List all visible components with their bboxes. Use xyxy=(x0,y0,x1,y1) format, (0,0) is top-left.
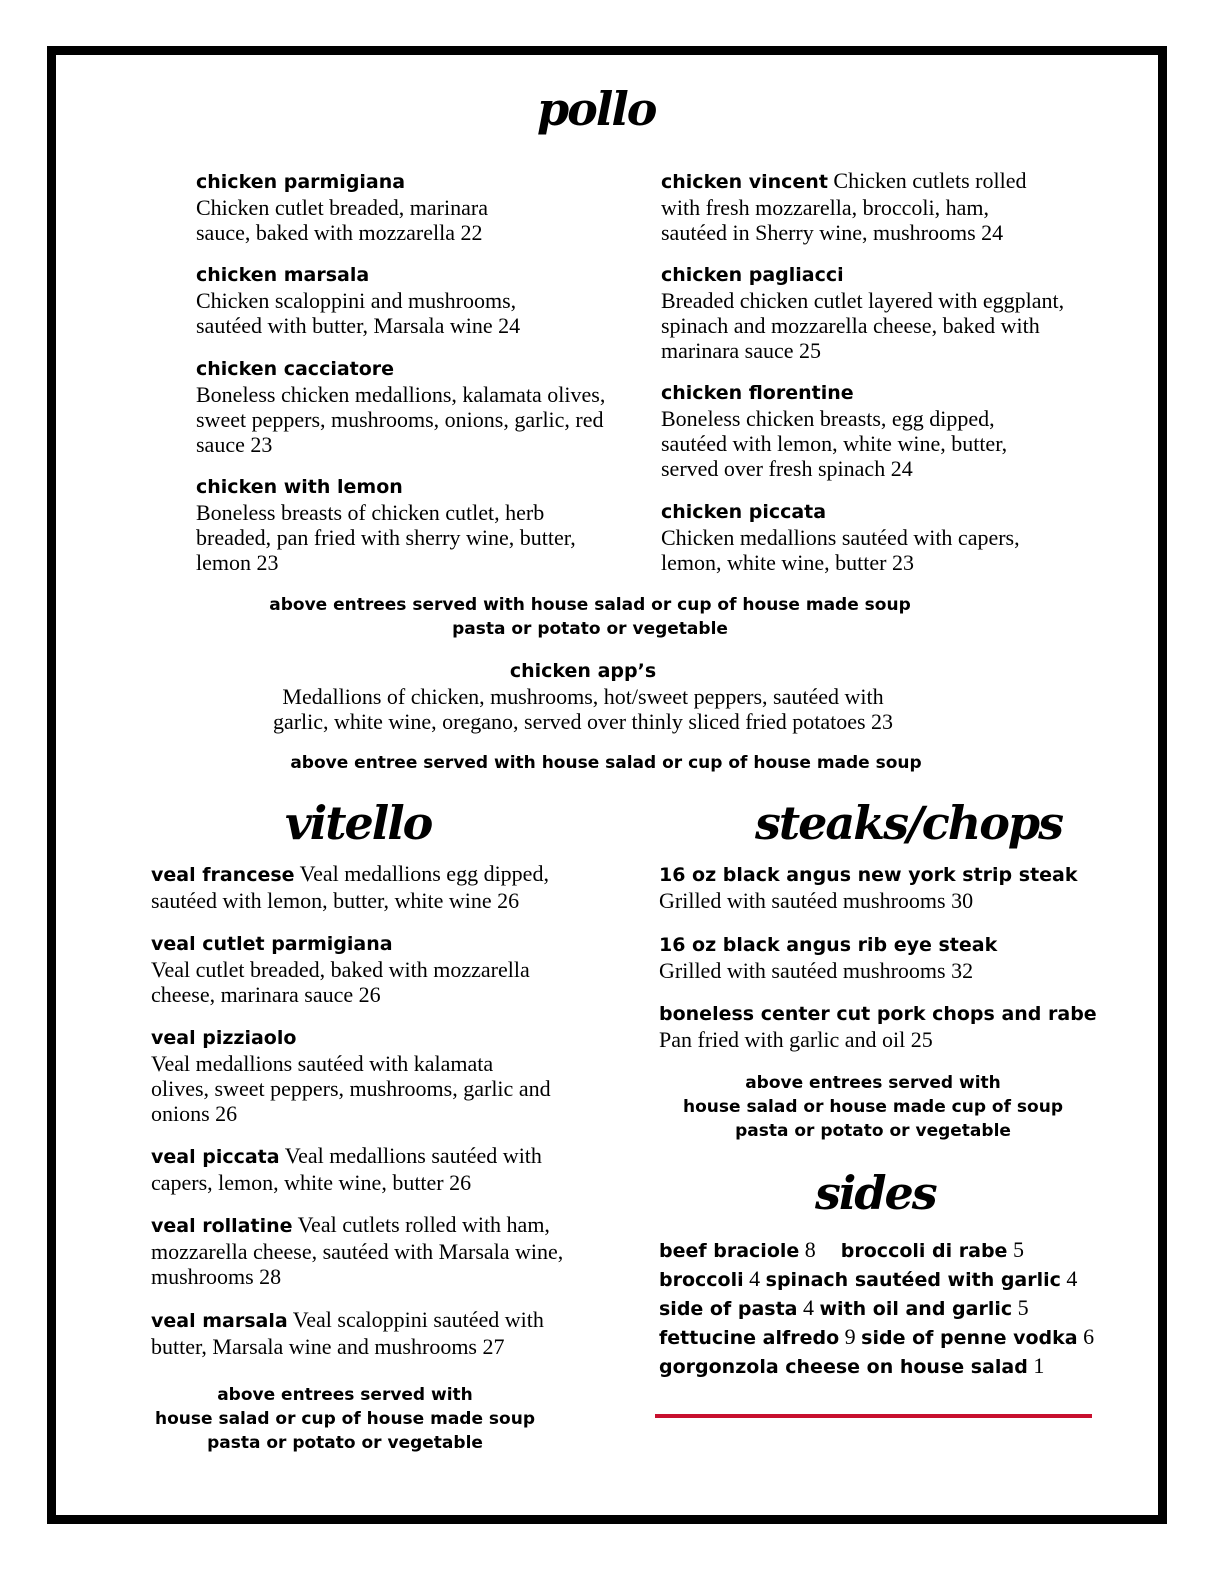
sides-row xyxy=(659,1352,1109,1381)
side-price: 8 xyxy=(804,1237,816,1262)
side-name: fettucine alfredo xyxy=(659,1327,840,1349)
note-line: above entrees served with xyxy=(217,1385,473,1405)
item-name: veal marsala xyxy=(151,1310,288,1332)
note-line: above entrees served with house salad or cup of house made soup xyxy=(269,595,911,615)
item-description: Pan fried with garlic and oil 25 xyxy=(659,1027,933,1052)
side-name: with oil and garlic xyxy=(819,1298,1013,1320)
item-description: Chicken cutlet breaded, marinara sauce, baked with mozzarella 22 xyxy=(196,195,488,245)
note-line: pasta or potato or vegetable xyxy=(735,1121,1011,1141)
side-price: 1 xyxy=(1033,1353,1045,1378)
item-name: boneless center cut pork chops and rabe xyxy=(659,1003,1097,1025)
item-description: Chicken medallions sautéed with capers, lemon, white wine, butter 23 xyxy=(661,525,1020,575)
item-description: Boneless chicken medallions, kalamata olives, sweet peppers, mushrooms, onions, garlic, red sauce 23 xyxy=(196,382,606,457)
item-name: chicken marsala xyxy=(196,264,370,286)
note-line: pasta or potato or vegetable xyxy=(207,1433,483,1453)
menu-item-veal-pizziaolo xyxy=(151,1024,581,1126)
item-name: veal francese xyxy=(151,864,295,886)
menu-item-veal-rollatine xyxy=(151,1212,581,1289)
item-name: chicken app’s xyxy=(509,660,657,682)
menu-item-chicken-piccata xyxy=(661,498,1081,575)
sides-row xyxy=(659,1294,1109,1323)
item-name: chicken cacciatore xyxy=(196,358,395,380)
side-price: 4 xyxy=(803,1295,814,1320)
side-price: 6 xyxy=(1083,1324,1095,1349)
side-name: spinach sautéed with garlic xyxy=(765,1269,1061,1291)
item-description: Breaded chicken cutlet layered with eggplant, spinach and mozzarella cheese, baked with marinara sauce 25 xyxy=(661,288,1065,363)
side-name: broccoli xyxy=(659,1269,744,1291)
menu-item-chicken-pagliacci xyxy=(661,261,1081,363)
vitello-heading: vitello xyxy=(285,796,432,850)
item-name: chicken parmigiana xyxy=(196,171,406,193)
item-description: Boneless breasts of chicken cutlet, herb breaded, pan fried with sherry wine, butter, lemon 23 xyxy=(196,500,576,575)
menu-item-chicken-apps xyxy=(200,659,966,734)
item-name: chicken florentine xyxy=(661,382,854,404)
menu-item-ny-strip-steak xyxy=(659,861,1109,913)
menu-item-chicken-marsala xyxy=(196,261,616,338)
side-price: 5 xyxy=(1012,1237,1024,1262)
side-price: 5 xyxy=(1017,1295,1029,1320)
note-line: house salad or house made cup of soup xyxy=(683,1097,1063,1117)
item-name: chicken with lemon xyxy=(196,476,403,498)
sides-heading: sides xyxy=(815,1166,936,1220)
item-name: 16 oz black angus rib eye steak xyxy=(659,934,998,956)
item-name: chicken vincent xyxy=(661,171,828,193)
steaks-entree-note xyxy=(655,1071,1091,1143)
sides-row xyxy=(659,1323,1109,1352)
vitello-entree-note xyxy=(140,1383,550,1455)
side-name: side of pasta xyxy=(659,1298,798,1320)
menu-item-veal-francese xyxy=(151,861,581,913)
note-line: pasta or potato or vegetable xyxy=(452,619,728,639)
menu-item-rib-eye-steak xyxy=(659,931,1109,983)
side-price: 9 xyxy=(844,1324,856,1349)
item-description: Veal scaloppini sautéed with butter, Marsala wine and mushrooms 27 xyxy=(151,1307,544,1359)
item-name: 16 oz black angus new york strip steak xyxy=(659,864,1078,886)
sides-row xyxy=(659,1265,1109,1294)
item-description: Veal medallions sautéed with capers, lemon, white wine, butter 26 xyxy=(151,1143,542,1195)
sides-list xyxy=(659,1236,1109,1381)
menu-item-veal-cutlet-parmigiana xyxy=(151,930,581,1007)
menu-item-chicken-vincent xyxy=(661,168,1051,245)
note-line: above entree served with house salad or cup of house made soup xyxy=(290,753,922,773)
menu-item-pork-chops-and-rabe xyxy=(659,1000,1109,1052)
menu-item-veal-piccata xyxy=(151,1143,581,1195)
steaks-chops-heading: steaks/chops xyxy=(755,796,1062,850)
chicken-apps-note xyxy=(200,751,1012,775)
item-name: veal rollatine xyxy=(151,1215,293,1237)
menu-item-veal-marsala xyxy=(151,1307,581,1359)
item-name: chicken pagliacci xyxy=(661,264,844,286)
item-description: Grilled with sautéed mushrooms 32 xyxy=(659,958,974,983)
note-line: house salad or cup of house made soup xyxy=(155,1409,535,1429)
item-description: Boneless chicken breasts, egg dipped, sautéed with lemon, white wine, butter, served over fresh spinach 24 xyxy=(661,406,1008,481)
item-description: Chicken scaloppini and mushrooms, sautéed with butter, Marsala wine 24 xyxy=(196,288,521,338)
side-price: 4 xyxy=(749,1266,761,1291)
note-line: above entrees served with xyxy=(745,1073,1001,1093)
side-name: gorgonzola cheese on house salad xyxy=(659,1356,1028,1378)
pollo-heading: pollo xyxy=(537,82,656,136)
side-name: broccoli di rabe xyxy=(840,1240,1008,1262)
item-name: veal pizziaolo xyxy=(151,1027,297,1049)
item-name: veal piccata xyxy=(151,1146,280,1168)
item-description: Grilled with sautéed mushrooms 30 xyxy=(659,888,974,913)
side-price: 4 xyxy=(1066,1266,1078,1291)
menu-item-chicken-with-lemon xyxy=(196,473,616,575)
item-description: Veal medallions sautéed with kalamata olives, sweet peppers, mushrooms, garlic and onions 26 xyxy=(151,1051,551,1126)
red-divider-rule xyxy=(655,1414,1092,1418)
sides-row xyxy=(659,1236,1109,1265)
menu-item-chicken-cacciatore xyxy=(196,355,616,457)
item-name: chicken piccata xyxy=(661,501,827,523)
side-name: side of penne vodka xyxy=(861,1327,1078,1349)
item-description: garlic, white wine, oregano, served over thinly sliced fried potatoes 23 xyxy=(272,709,894,734)
side-name: beef braciole xyxy=(659,1240,800,1262)
menu-item-chicken-florentine xyxy=(661,379,1081,481)
item-description: Veal cutlets rolled with ham, mozzarella cheese, sautéed with Marsala wine, mushrooms 28 xyxy=(151,1212,564,1289)
item-description: Chicken cutlets rolled with fresh mozzarella, broccoli, ham, sautéed in Sherry wine, mushrooms 24 xyxy=(661,168,1027,245)
pollo-entree-note xyxy=(200,593,980,641)
item-name: veal cutlet parmigiana xyxy=(151,933,393,955)
item-description: Veal cutlet breaded, baked with mozzarella cheese, marinara sauce 26 xyxy=(151,957,530,1007)
item-description: Medallions of chicken, mushrooms, hot/sweet peppers, sautéed with xyxy=(282,684,884,709)
item-description: Veal medallions egg dipped, sautéed with lemon, butter, white wine 26 xyxy=(151,861,549,913)
menu-item-chicken-parmigiana xyxy=(196,168,616,245)
